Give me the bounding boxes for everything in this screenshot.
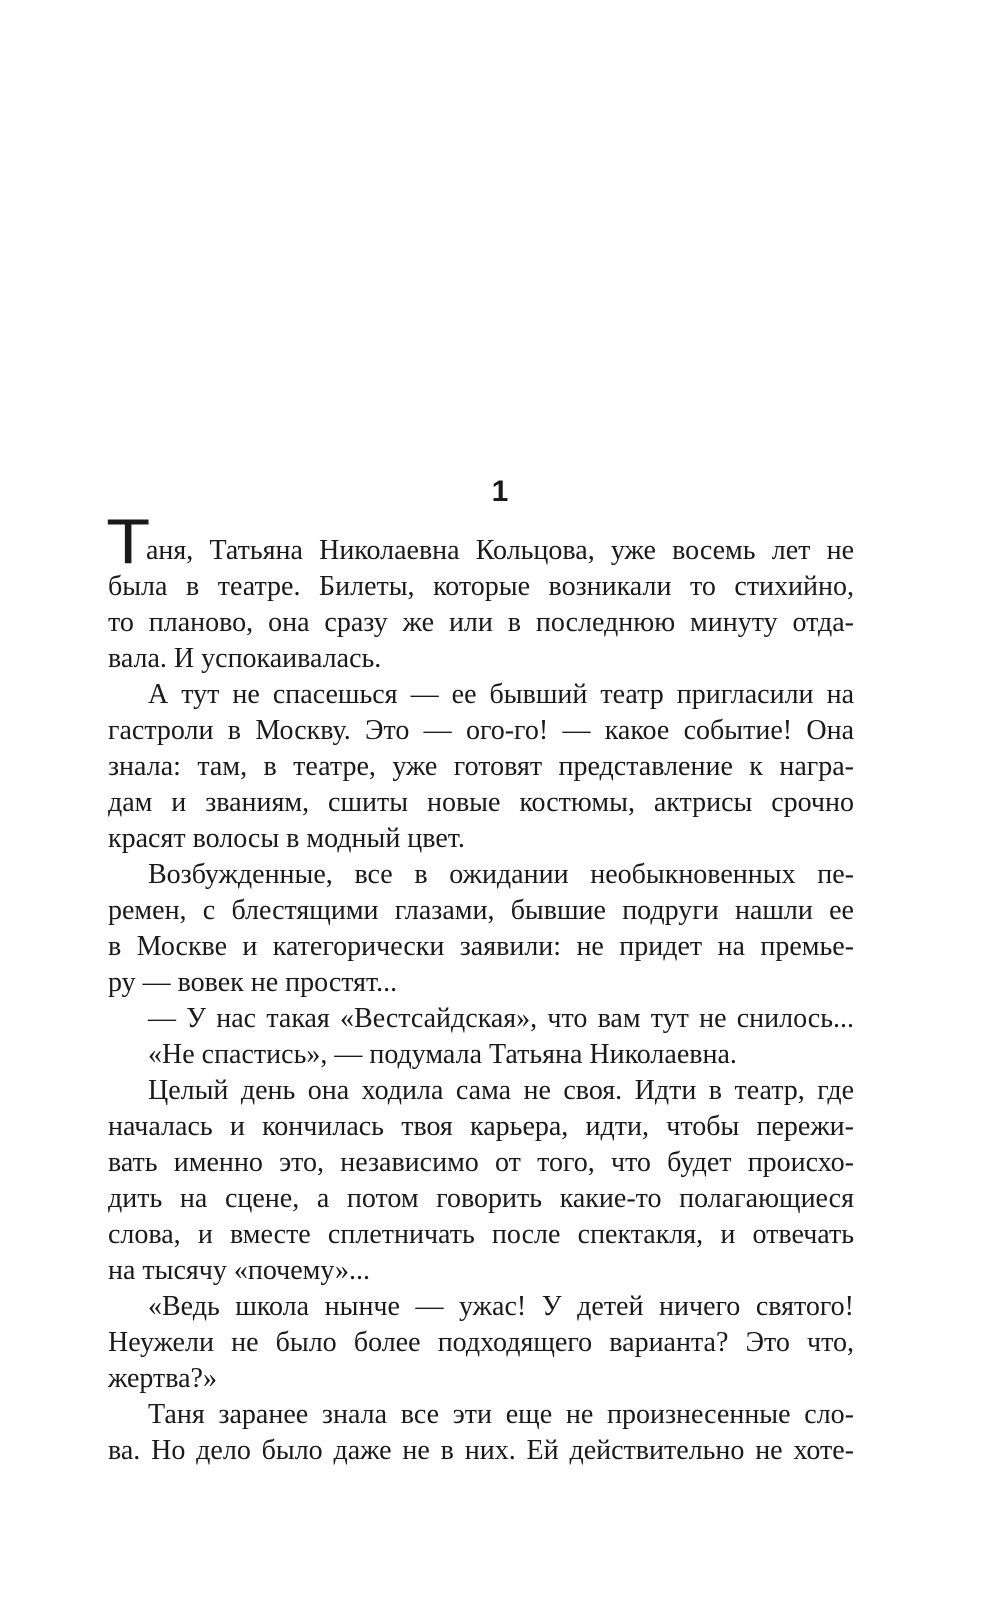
text-line: дить на сцене, а потом говорить какие-то полагающиеся: [108, 1183, 854, 1214]
drop-cap-letter: Т: [108, 508, 149, 578]
text-line: А тут не спасешься — ее бывший театр пригласили на: [148, 679, 854, 710]
text-line: была в театре. Билеты, которые возникали то стихийно,: [108, 571, 854, 602]
text-line: вать именно это, независимо от того, что будет происхо-: [108, 1147, 854, 1178]
text-line: дам и званиям, сшиты новые костюмы, актрисы срочно: [108, 787, 854, 818]
text-line: Таня заранее знала все эти еще не произнесенные сло-: [148, 1399, 854, 1430]
text-line: ремен, с блестящими глазами, бывшие подруги нашли ее: [108, 895, 854, 926]
text-line: вала. И успокаивалась.: [108, 643, 382, 674]
text-line: Неужели не было более подходящего варианта? Это что,: [108, 1327, 854, 1358]
text-line: ру — вовек не простят...: [108, 967, 398, 998]
text-line: то планово, она сразу же или в последнюю минуту отда-: [108, 607, 854, 638]
text-line: красят волосы в модный цвет.: [108, 823, 465, 854]
chapter-number: 1: [491, 475, 509, 508]
text-line: жертва?»: [108, 1363, 217, 1394]
text-line: в Москве и категорически заявили: не придет на премье-: [108, 931, 854, 962]
text-line: Целый день она ходила сама не своя. Идти в театр, где: [148, 1075, 854, 1106]
text-line: — У нас такая «Вестсайдская», что вам тут не снилось...: [148, 1003, 854, 1034]
text-line: «Ведь школа нынче — ужас! У детей ничего святого!: [148, 1291, 854, 1322]
text-line: слова, и вместе сплетничать после спектакля, и отвечать: [108, 1219, 854, 1250]
text-line: началась и кончилась твоя карьера, идти, чтобы пережи-: [108, 1111, 854, 1142]
text-line: ва. Но дело было даже не в них. Ей действительно не хоте-: [108, 1435, 854, 1466]
text-line-first: [108, 508, 854, 578]
text-line: «Не спастись», — подумала Татьяна Николаевна.: [148, 1039, 737, 1070]
text-line: аня, Татьяна Николаевна Кольцова, уже восемь лет не: [146, 535, 854, 566]
chapter-text: [108, 508, 854, 1469]
text-line: знала: там, в театре, уже готовят представление к награ-: [108, 751, 854, 782]
text-line: гастроли в Москву. Это — ого-го! — какое событие! Она: [108, 715, 854, 746]
text-line: на тысячу «почему»...: [108, 1255, 371, 1286]
text-line: Возбужденные, все в ожидании необыкновенных пе-: [148, 859, 854, 890]
